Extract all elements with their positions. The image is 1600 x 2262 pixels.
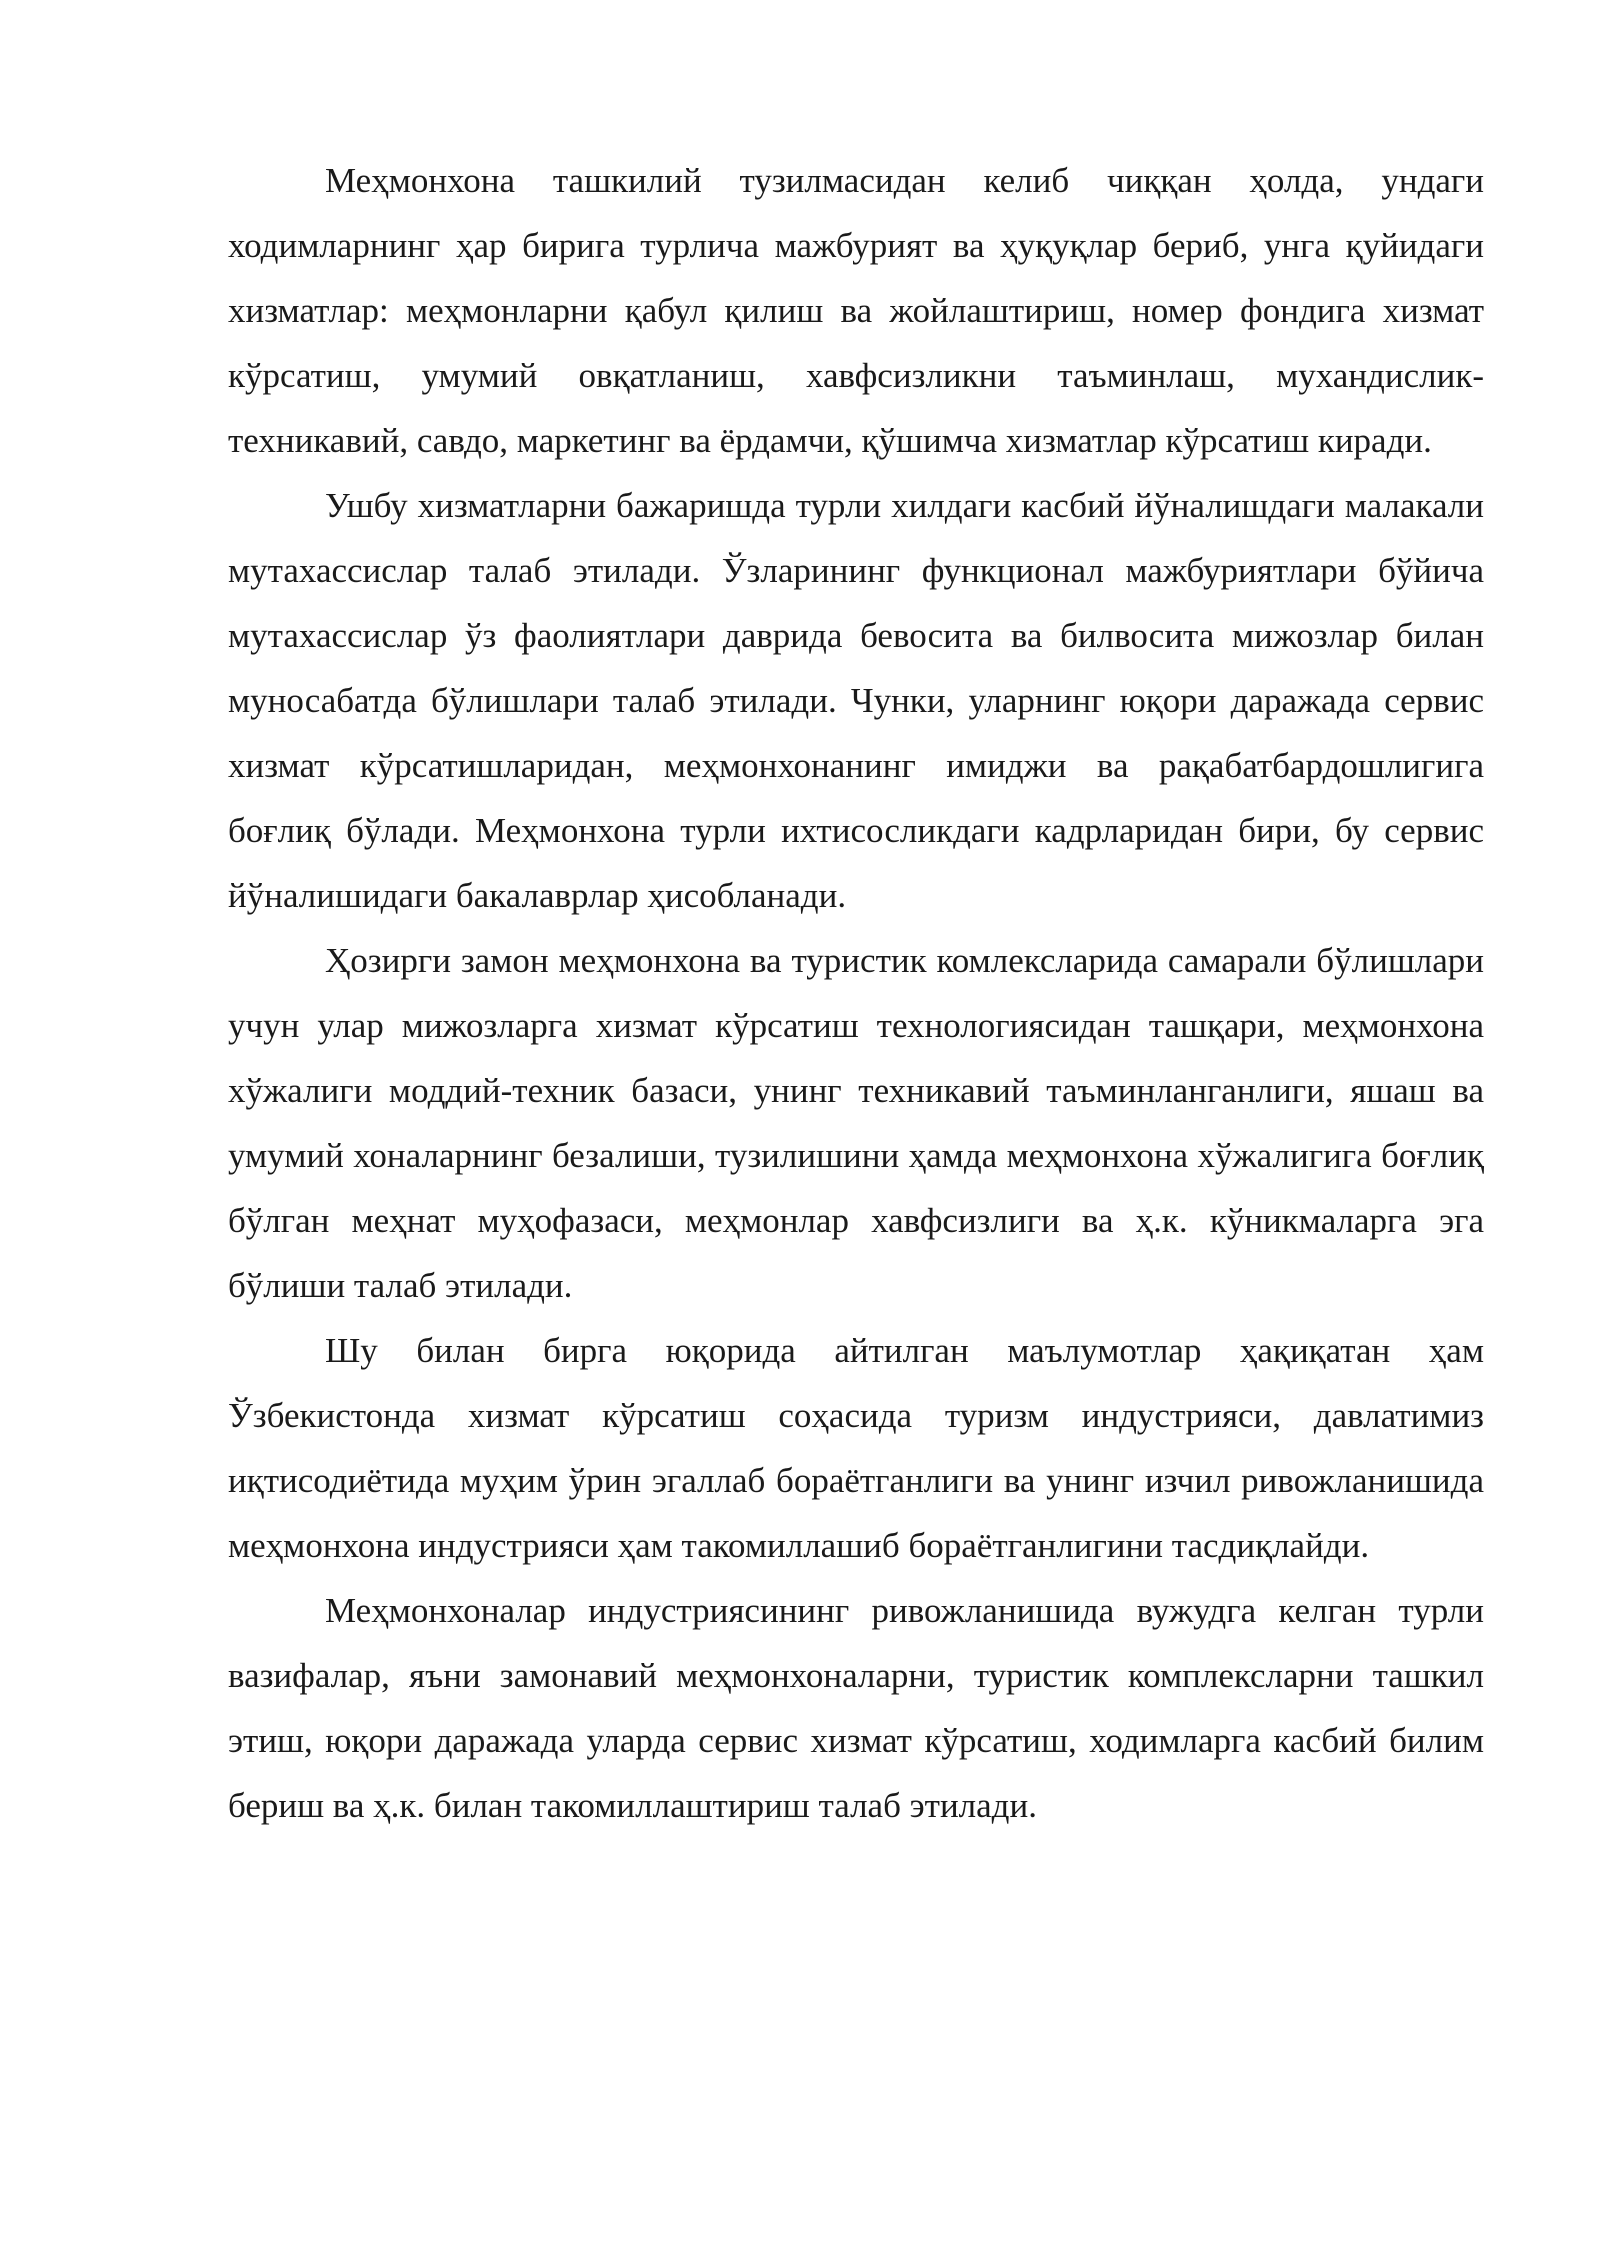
paragraph-1: Меҳмонхона ташкилий тузилмасидан келиб чиққан ҳолда, ундаги ходимларнинг ҳар бирига турлича мажбурият ва ҳуқуқлар бериб, унга қуйидаги хизматлар: меҳмонларни қабул қилиш ва жойлаштириш, номер фондига хизмат кўрсатиш, умумий овқатланиш, хавфсизликни таъминлаш, мухандислик-техникавий, савдо, маркетинг ва ёрдамчи, қўшимча хизматлар кўрсатиш киради. bbox=[228, 161, 1484, 460]
paragraph-3: Ҳозирги замон меҳмонхона ва туристик комлексларида самарали бўлишлари учун улар мижозларга хизмат кўрсатиш технологиясидан ташқари, меҳмонхона хўжалиги моддий-техник базаси, унинг техникавий таъминланганлиги, яшаш ва умумий хоналарнинг безалиши, тузилишини ҳамда меҳмонхона хўжалигига боғлиқ бўлган меҳнат муҳофазаси, меҳмонлар хавфсизлиги ва ҳ.к. кўникмаларга эга бўлиши талаб этилади. bbox=[228, 941, 1484, 1305]
paragraph-4: Шу билан бирга юқорида айтилган маълумотлар ҳақиқатан ҳам Ўзбекистонда хизмат кўрсатиш соҳасида туризм индустрияси, давлатимиз иқтисодиётида муҳим ўрин эгаллаб бораётганлиги ва унинг изчил ривожланишида меҳмонхона индустрияси ҳам такомиллашиб бораётганлигини тасдиқлайди. bbox=[228, 1331, 1484, 1565]
document-body bbox=[228, 148, 1484, 1838]
paragraph-5: Меҳмонхоналар индустриясининг ривожланишида вужудга келган турли вазифалар, яъни замонавий меҳмонхоналарни, туристик комплексларни ташкил этиш, юқори даражада уларда сервис хизмат кўрсатиш, ходимларга касбий билим бериш ва ҳ.к. билан такомиллаштириш талаб этилади. bbox=[228, 1591, 1484, 1825]
paragraph-2: Ушбу хизматларни бажаришда турли хилдаги касбий йўналишдаги малакали мутахассислар талаб этилади. Ўзларининг функционал мажбуриятлари бўйича мутахассислар ўз фаолиятлари даврида бевосита ва билвосита мижозлар билан муносабатда бўлишлари талаб этилади. Чунки, уларнинг юқори даражада сервис хизмат кўрсатишларидан, меҳмонхонанинг имиджи ва рақабатбардошлигига боғлиқ бўлади. Меҳмонхона турли ихтисосликдаги кадрларидан бири, бу сервис йўналишидаги бакалаврлар ҳисобланади. bbox=[228, 486, 1484, 915]
